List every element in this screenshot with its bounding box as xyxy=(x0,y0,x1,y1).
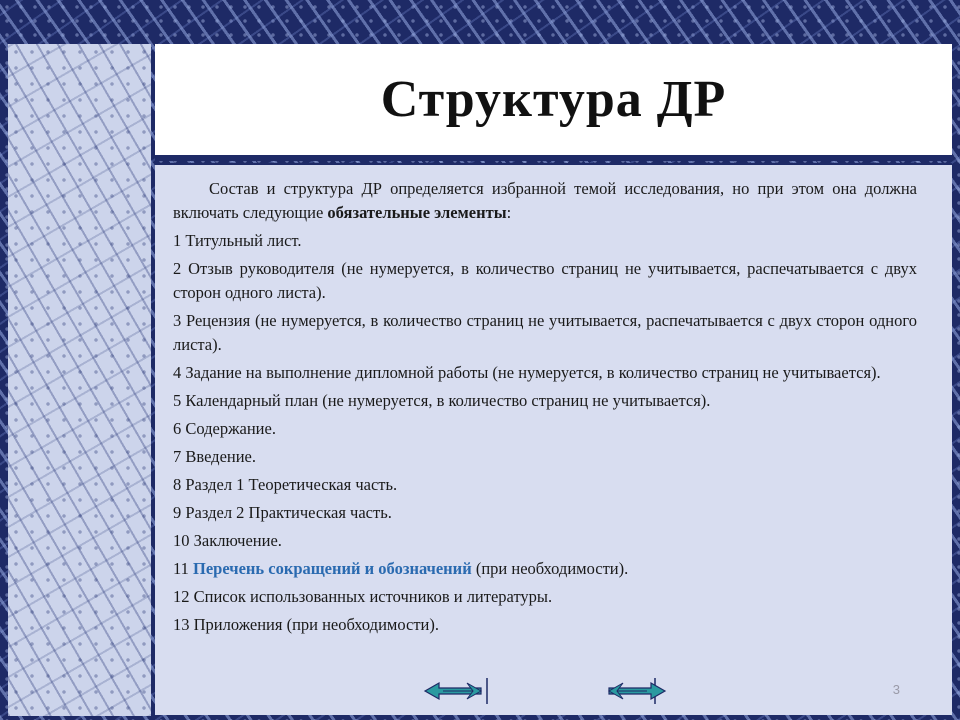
title-divider xyxy=(155,155,952,161)
intro-bold-text: обязательные элементы xyxy=(327,203,507,222)
body-text xyxy=(173,177,917,641)
page-number: 3 xyxy=(892,682,900,697)
list-item: 5 Календарный план (не нумеруется, в количество страниц не учитывается). xyxy=(173,391,711,410)
content-panel xyxy=(155,165,952,715)
decorative-left-strip xyxy=(8,44,151,716)
list-item: 4 Задание на выполнение дипломной работы (не нумеруется, в количество страниц не учитывается). xyxy=(173,363,881,382)
title-panel xyxy=(155,44,952,155)
list-item: 7 Введение. xyxy=(173,447,257,466)
arrow-left-icon[interactable] xyxy=(423,677,495,705)
intro-text: Состав и структура ДР определяется избранной темой исследования, но при этом она должна включать следующие xyxy=(173,179,917,222)
arrow-right-icon[interactable] xyxy=(595,677,667,705)
list-item: 8 Раздел 1 Теоретическая часть. xyxy=(173,475,398,494)
list-item: 9 Раздел 2 Практическая часть. xyxy=(173,503,392,522)
list-item-suffix: (при необходимости). xyxy=(471,559,629,578)
intro-paragraph xyxy=(173,177,917,225)
list-item: 2 Отзыв руководителя (не нумеруется, в количество страниц не учитывается, распечатывается с двух сторон одного листа). xyxy=(173,259,917,302)
list-item: 6 Содержание. xyxy=(173,419,276,438)
slide-title: Структура ДР xyxy=(380,71,727,128)
list-item xyxy=(173,557,917,581)
list-item: 12 Список использованных источников и литературы. xyxy=(173,587,553,606)
intro-colon: : xyxy=(506,203,512,222)
list-item-number: 11 xyxy=(173,559,194,578)
list-item: 3 Рецензия (не нумеруется, в количество страниц не учитывается, распечатывается с двух сторон одного листа). xyxy=(173,311,917,354)
list-item: 13 Приложения (при необходимости). xyxy=(173,615,439,634)
list-item: 1 Титульный лист. xyxy=(173,231,302,250)
list-item: 10 Заключение. xyxy=(173,531,282,550)
abbreviations-link[interactable]: Перечень сокращений и обозначений xyxy=(193,559,472,578)
